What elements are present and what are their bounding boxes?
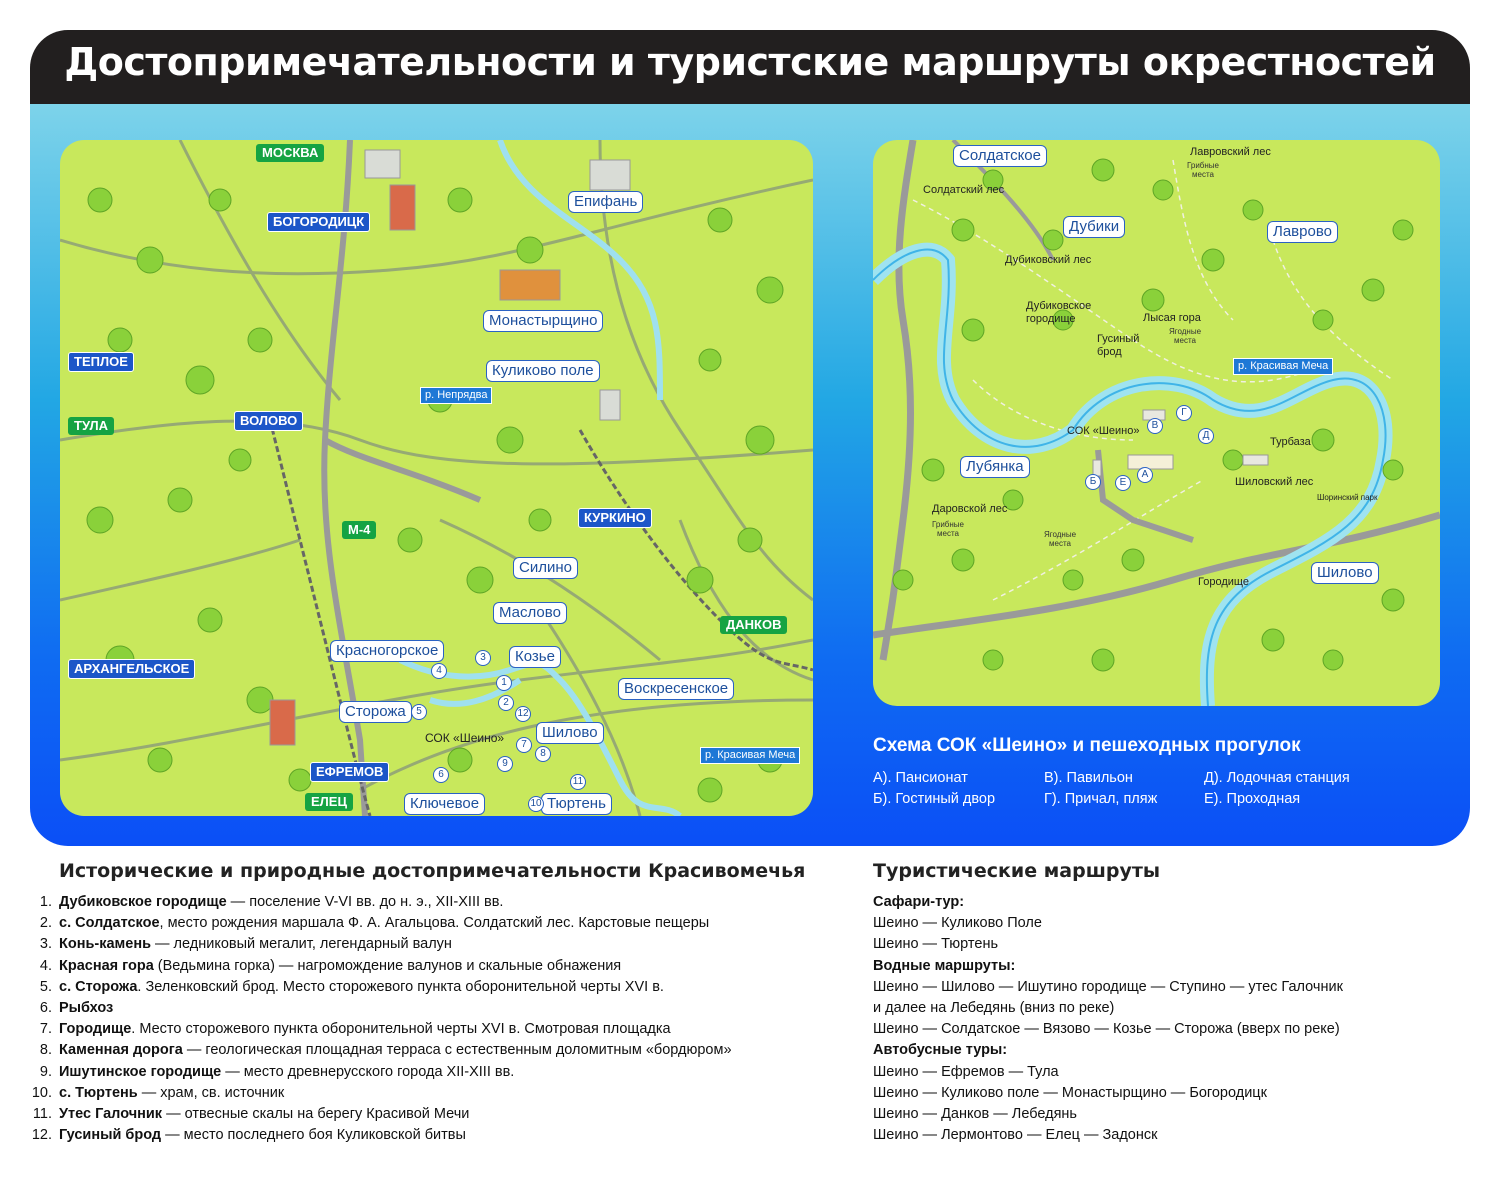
route-line: Шеино — Куликово поле — Монастырщино — Богородицк <box>873 1084 1267 1101</box>
marker-11[interactable]: 11 <box>570 774 586 790</box>
marker-12[interactable]: 12 <box>515 706 531 722</box>
route-line: Шеино — Солдатское — Вязово — Козье — Сторожа (вверх по реке) <box>873 1021 1340 1038</box>
marker-6[interactable]: 6 <box>433 767 449 783</box>
label-dubikovsky-forest: Дубиковский лес <box>1005 254 1092 266</box>
list-item: 10. с. Тюртень — храм, св. источник <box>31 1084 285 1101</box>
route-line: Шеино — Куликово Поле <box>873 915 1042 932</box>
list-item: 4. Красная гора (Ведьмина горка) — нагромождение валунов и скальные обнажения <box>39 957 622 974</box>
list-item: 8. Каменная дорога — геологическая площадная терраса с естественным доломитным «бордюром» <box>39 1042 732 1059</box>
routes-list <box>873 892 1473 1146</box>
route-line: Шеино — Шилово — Ишутино городище — Ступино — утес Галочник <box>873 978 1343 995</box>
label-sok-sheino: СОК «Шеино» <box>1067 425 1140 437</box>
sheino-marker-d[interactable]: Д <box>1198 428 1214 444</box>
marker-10[interactable]: 10 <box>528 796 544 812</box>
town-kulikovo-pole[interactable]: Куликово поле <box>486 360 600 382</box>
region-map[interactable] <box>60 140 813 816</box>
sheino-marker-g[interactable]: Г <box>1176 405 1192 421</box>
legend-a: А). Пансионат <box>873 770 968 786</box>
route-heading: Водные маршруты: <box>873 957 1016 974</box>
route-heading: Сафари-тур: <box>873 894 965 910</box>
label-mushroom-places-2: Грибные места <box>932 520 964 538</box>
label-darovskoy-forest: Даровской лес <box>932 503 1008 515</box>
page-title: Достопримечательности и туристские маршруты окрестностей <box>64 40 1436 84</box>
town-shilovo[interactable]: Шилово <box>536 722 604 744</box>
city-teploe[interactable]: ТЕПЛОЕ <box>68 352 134 372</box>
header-bar <box>30 30 1470 104</box>
route-line: Шеино — Данков — Лебедянь <box>873 1105 1077 1122</box>
city-arkhangelskoe[interactable]: АРХАНГЕЛЬСКОЕ <box>68 659 195 679</box>
city-bogoroditsk[interactable]: БОГОРОДИЦК <box>267 212 370 232</box>
list-item: 7. Городище. Место сторожевого пункта оборонительной черты XVI в. Смотровая площадка <box>39 1021 671 1038</box>
label-gusiny-brod: Гусиный брод <box>1097 333 1140 358</box>
sheino-town-lubyanka[interactable]: Лубянка <box>960 456 1030 478</box>
marker-9[interactable]: 9 <box>497 756 513 772</box>
legend-b: Б). Гостиный двор <box>873 791 996 807</box>
town-epifan[interactable]: Епифань <box>568 191 643 213</box>
route-line: Шеино — Лермонтово — Елец — Задонск <box>873 1127 1158 1144</box>
sheino-town-soldatskoe[interactable]: Солдатское <box>953 145 1047 167</box>
label-berry-places-1: Ягодные места <box>1168 327 1202 345</box>
town-tyurten[interactable]: Тюртень <box>541 793 612 815</box>
sheino-town-dubiki[interactable]: Дубики <box>1063 216 1125 238</box>
label-gorodishche: Городище <box>1198 576 1249 588</box>
label-shorinsky-park: Шоринский парк <box>1317 493 1378 502</box>
direction-tula: ТУЛА <box>68 417 114 435</box>
attractions-list <box>30 892 820 1146</box>
sheino-town-lavrovo[interactable]: Лаврово <box>1267 221 1338 243</box>
marker-7[interactable]: 7 <box>516 737 532 753</box>
sheino-river-label: р. Красивая Меча <box>1233 358 1333 375</box>
list-item: 5. с. Сторожа. Зеленковский брод. Место сторожевого пункта оборонительной черты XVI в. <box>39 978 664 995</box>
town-monastyrshchino[interactable]: Монастырщино <box>483 310 603 332</box>
routes-title: Туристические маршруты <box>873 860 1161 882</box>
route-heading: Автобусные туры: <box>873 1042 1008 1059</box>
marker-4[interactable]: 4 <box>431 663 447 679</box>
sheino-map[interactable] <box>873 140 1440 706</box>
city-kurkino[interactable]: КУРКИНО <box>578 508 652 528</box>
sheino-scheme-title: Схема СОК «Шеино» и пешеходных прогулок <box>873 735 1301 756</box>
list-item: 3. Конь-камень — ледниковый мегалит, легендарный валун <box>39 936 452 953</box>
route-line: Шеино — Тюртень <box>873 936 999 953</box>
town-maslovo[interactable]: Маслово <box>493 602 567 624</box>
sheino-marker-e[interactable]: Е <box>1115 475 1131 491</box>
legend-g: Г). Причал, пляж <box>1044 791 1158 807</box>
label-turbaza: Турбаза <box>1270 436 1311 448</box>
road-m4: М-4 <box>342 521 376 539</box>
town-silino[interactable]: Силино <box>513 557 578 579</box>
place-sok-sheino: СОК «Шеино» <box>425 731 505 745</box>
label-soldatsky-forest: Солдатский лес <box>923 184 1005 196</box>
region-map-drawing <box>60 140 813 816</box>
city-volovo[interactable]: ВОЛОВО <box>234 411 303 431</box>
town-krasnogorskoe[interactable]: Красногорское <box>330 640 444 662</box>
list-item: 11. Утес Галочник — отвесные скалы на берегу Красивой Мечи <box>32 1105 470 1122</box>
sheino-town-shilovo[interactable]: Шилово <box>1311 562 1379 584</box>
label-lavrovsky-forest: Лавровский лес <box>1190 146 1271 158</box>
direction-moscow: МОСКВА <box>256 144 324 162</box>
list-item: 2. с. Солдатское, место рождения маршала Ф. А. Агальцова. Солдатский лес. Карстовые пещеры <box>39 915 710 932</box>
sheino-marker-a[interactable]: А <box>1137 467 1153 483</box>
label-lysaya-gora: Лысая гора <box>1143 312 1201 324</box>
sheino-marker-v[interactable]: В <box>1147 418 1163 434</box>
label-berry-places-2: Ягодные места <box>1043 530 1077 548</box>
legend-e: Е). Проходная <box>1204 791 1301 807</box>
river-krasivaya-mecha: р. Красивая Меча <box>700 747 800 764</box>
legend-v: В). Павильон <box>1044 770 1133 786</box>
town-voskresenskoe[interactable]: Воскресенское <box>618 678 734 700</box>
label-shilovsky-forest: Шиловский лес <box>1235 476 1314 488</box>
marker-1[interactable]: 1 <box>496 675 512 691</box>
list-item: 9. Ишутинское городище — место древнерусского города XII-XIII вв. <box>39 1063 515 1080</box>
marker-3[interactable]: 3 <box>475 650 491 666</box>
sheino-marker-b[interactable]: Б <box>1085 474 1101 490</box>
direction-elets: ЕЛЕЦ <box>305 793 353 811</box>
town-kozye[interactable]: Козье <box>509 646 561 668</box>
direction-dankov: ДАНКОВ <box>720 616 787 634</box>
town-storozha[interactable]: Сторожа <box>339 701 412 723</box>
marker-8[interactable]: 8 <box>535 746 551 762</box>
attractions-title: Исторические и природные достопримечательности Красивомечья <box>59 860 806 882</box>
route-line: Шеино — Ефремов — Тула <box>873 1063 1059 1080</box>
town-klyuchevoe[interactable]: Ключевое <box>404 793 485 815</box>
label-dubikovskoe-gorodishche: Дубиковское городище <box>1026 300 1092 325</box>
legend-d: Д). Лодочная станция <box>1204 770 1350 786</box>
river-nepryadva: р. Непрядва <box>420 387 492 404</box>
route-line: и далее на Лебедянь (вниз по реке) <box>873 999 1115 1016</box>
marker-5[interactable]: 5 <box>411 704 427 720</box>
label-mushroom-places-1: Грибные места <box>1187 161 1219 179</box>
marker-2[interactable]: 2 <box>498 695 514 711</box>
list-item: 6. Рыбхоз <box>39 999 114 1016</box>
city-efremov[interactable]: ЕФРЕМОВ <box>310 762 389 782</box>
list-item: 1. Дубиковское городище — поселение V-VI вв. до н. э., XII-XIII вв. <box>39 894 504 910</box>
list-item: 12. Гусиный брод — место последнего боя Куликовской битвы <box>31 1127 466 1144</box>
